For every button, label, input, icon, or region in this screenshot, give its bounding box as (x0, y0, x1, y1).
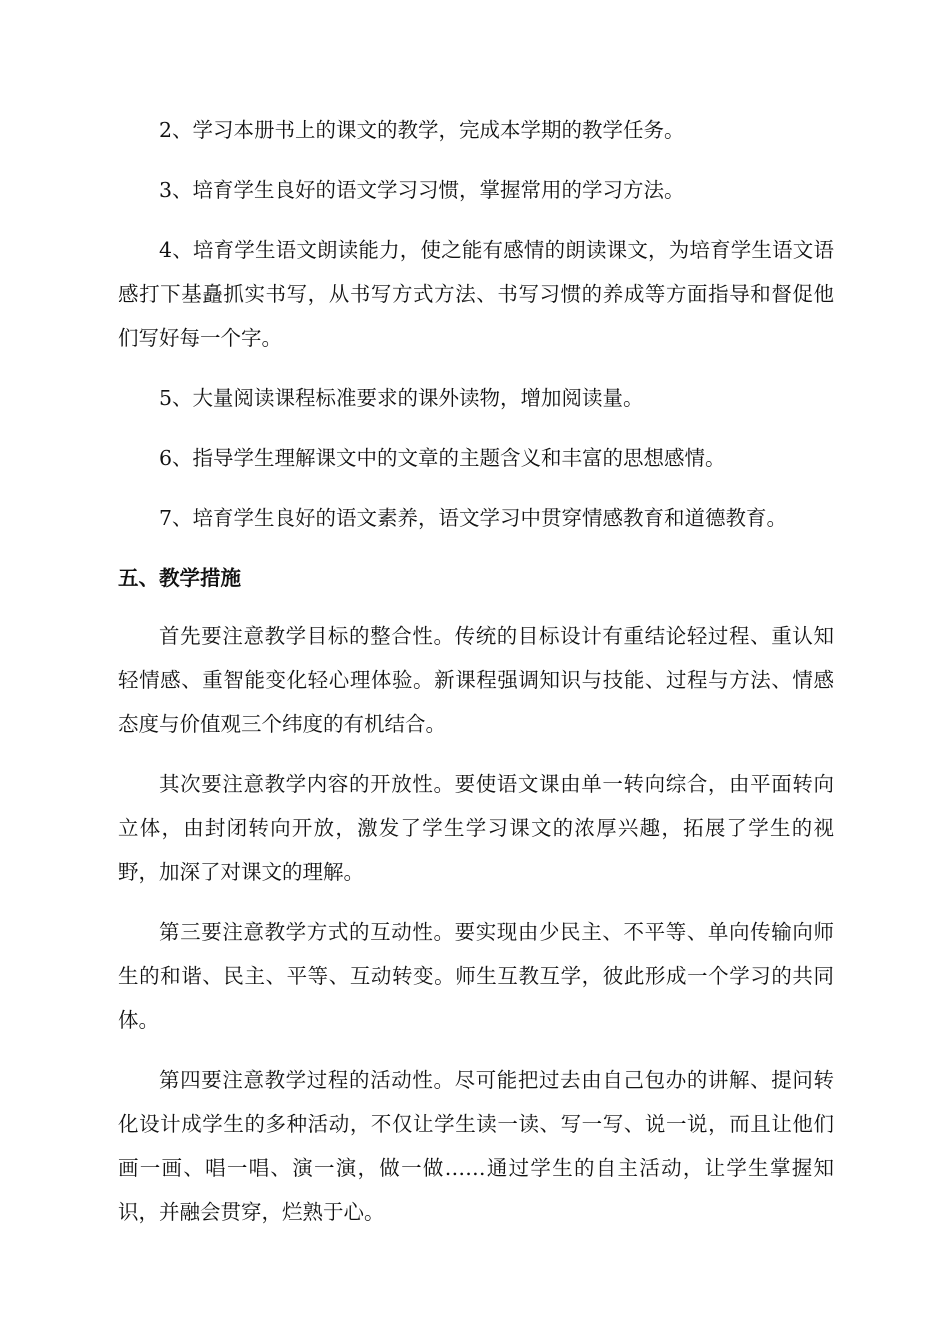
goal-item-2: 2、学习本册书上的课文的教学，完成本学期的教学任务。 (159, 118, 685, 142)
measure-paragraph-4: 第四要注意教学过程的活动性。尽可能把过去由自己包办的讲解、提问转化设计成学生的多种活动，不仅让学生读一读、写一写、说一说，而且让他们画一画、唱一唱、演一演，做一做……通过学生的自主活动，让学生掌握知识，并融会贯穿，烂熟于心。 (118, 1068, 834, 1224)
goal-item-7: 7、培育学生良好的语文素养，语文学习中贯穿情感教育和道德教育。 (159, 506, 788, 530)
goal-item-6: 6、指导学生理解课文中的文章的主题含义和丰富的思想感情。 (159, 446, 726, 470)
measure-paragraph-3: 第三要注意教学方式的互动性。要实现由少民主、不平等、单向传输向师生的和谐、民主、平等、互动转变。师生互教互学，彼此形成一个学习的共同体。 (118, 920, 834, 1032)
goal-item-4: 4、培育学生语文朗读能力，使之能有感情的朗读课文，为培育学生语文语感打下基矗抓实书写，从书写方式方法、书写习惯的养成等方面指导和督促他们写好每一个字。 (118, 238, 834, 350)
goal-item-5: 5、大量阅读课程标准要求的课外读物，增加阅读量。 (159, 386, 644, 410)
section-heading: 五、教学措施 (118, 566, 241, 590)
document-body (118, 108, 834, 1250)
goal-item-3: 3、培育学生良好的语文学习习惯，掌握常用的学习方法。 (159, 178, 685, 202)
measure-paragraph-2: 其次要注意教学内容的开放性。要使语文课由单一转向综合，由平面转向立体，由封闭转向开放，激发了学生学习课文的浓厚兴趣，拓展了学生的视野，加深了对课文的理解。 (118, 772, 834, 884)
measure-paragraph-1: 首先要注意教学目标的整合性。传统的目标设计有重结论轻过程、重认知轻情感、重智能变化轻心理体验。新课程强调知识与技能、过程与方法、情感态度与价值观三个纬度的有机结合。 (118, 624, 834, 736)
